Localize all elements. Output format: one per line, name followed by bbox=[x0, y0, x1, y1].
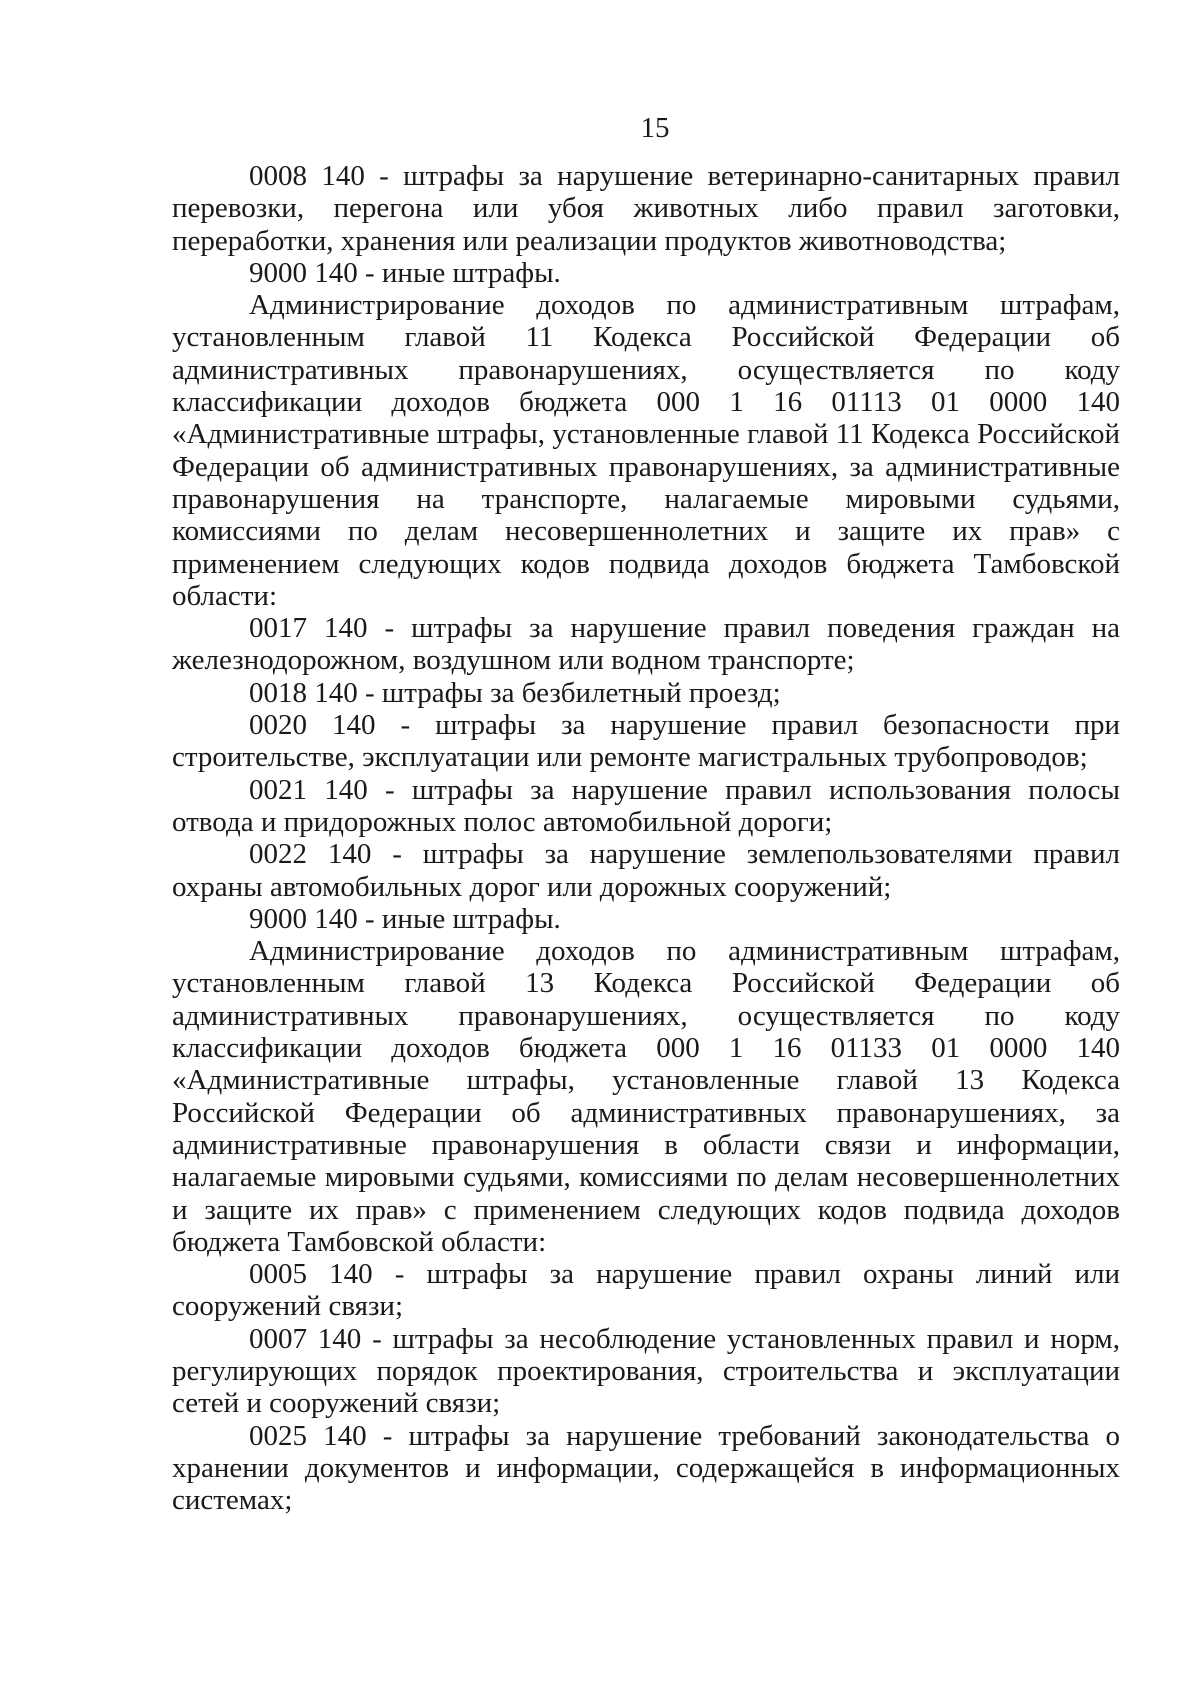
paragraph-0025-information-systems: 0025 140 - штрафы за нарушение требований законодательства о хранении документов и информации, содержащейся в информационных системах; bbox=[172, 1419, 1120, 1517]
paragraph-9000-other-fines-2: 9000 140 - иные штрафы. bbox=[249, 902, 561, 935]
paragraph-0021-road-strip: 0021 140 - штрафы за нарушение правил использования полосы отвода и придорожных полос автомобильной дороги; bbox=[172, 773, 1120, 838]
page-number: 15 bbox=[640, 112, 670, 144]
paragraph-0005-communication-lines: 0005 140 - штрафы за нарушение правил охраны линий или сооружений связи; bbox=[172, 1258, 1120, 1323]
paragraph-9000-other-fines: 9000 140 - иные штрафы. bbox=[249, 256, 561, 289]
paragraph-0022-road-protection: 0022 140 - штрафы за нарушение землепользователями правил охраны автомобильных дорог или дорожных сооружений; bbox=[172, 838, 1120, 903]
paragraph-0020-pipelines: 0020 140 - штрафы за нарушение правил безопасности при строительстве, эксплуатации или ремонте магистральных трубопроводов; bbox=[172, 709, 1120, 774]
paragraph-administration-chapter-11: Администрирование доходов по административным штрафам, установленным главой 11 Кодекса Российской Федерации об административных правонарушениях, осуществляется по коду классификации доходов бюджета 000 1 16 01113 01 0000 140 «Административные штрафы, установленные главой 11 Кодекса Российской Федерации об административных правонарушениях, за административные правонарушения на транспорте, налагаемые мировыми судьями, комиссиями по делам несовершеннолетних и защите их прав» с применением следующих кодов подвида доходов бюджета Тамбовской области: bbox=[172, 289, 1120, 612]
paragraph-0017-transport-behavior: 0017 140 - штрафы за нарушение правил поведения граждан на железнодорожном, воздушном или водном транспорте; bbox=[172, 612, 1120, 677]
paragraph-0007-communication-networks: 0007 140 - штрафы за несоблюдение установленных правил и норм, регулирующих порядок проектирования, строительства и эксплуатации сетей и сооружений связи; bbox=[172, 1322, 1120, 1420]
paragraph-0018-ticketless: 0018 140 - штрафы за безбилетный проезд; bbox=[249, 676, 781, 709]
paragraph-administration-chapter-13: Администрирование доходов по административным штрафам, установленным главой 13 Кодекса Российской Федерации об административных правонарушениях, осуществляется по коду классификации доходов бюджета 000 1 16 01133 01 0000 140 «Административные штрафы, установленные главой 13 Кодекса Российской Федерации об административных правонарушениях, за административные правонарушения в области связи и информации, налагаемые мировыми судьями, комиссиями по делам несовершеннолетних и защите их прав» с применением следующих кодов подвида доходов бюджета Тамбовской области: bbox=[172, 935, 1120, 1258]
paragraph-0008-veterinary: 0008 140 - штрафы за нарушение ветеринарно-санитарных правил перевозки, перегона или убоя животных либо правил заготовки, переработки, хранения или реализации продуктов животноводства; bbox=[172, 160, 1120, 257]
document-body bbox=[172, 160, 1120, 1516]
